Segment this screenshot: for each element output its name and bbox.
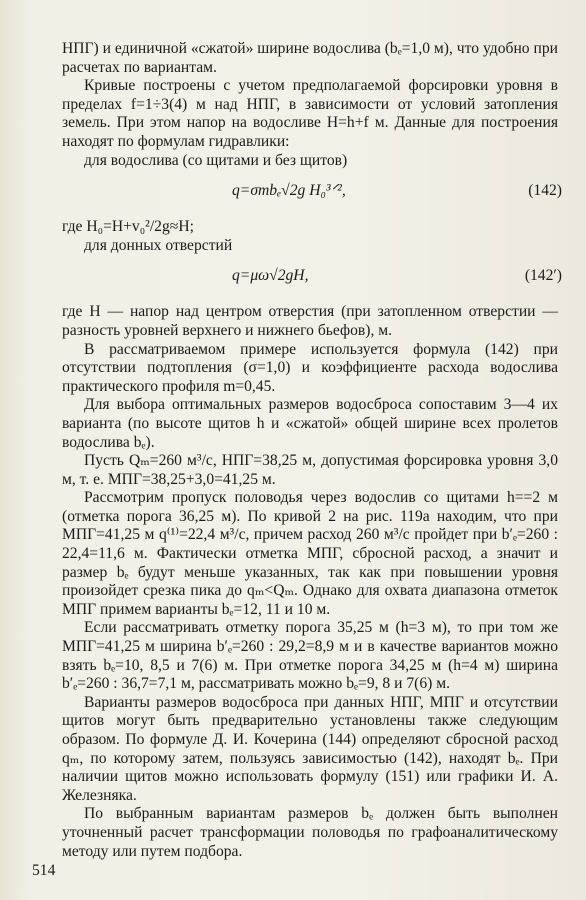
- paragraph: Если рассматривать отметку порога 35,25 м (h=3 м), то при том же МПГ=41,25 м ширина b′ₑ=260 : 29,2=8,9 м и в качестве вариантов можно взять bₑ=10, 8,5 и 7(6) м. При отметке порога 34,25 м (h=4 м) ширина b′ₑ=260 : 36,7=7,1 м, рассматривать можно bₑ=9, 8 и 7(6) м.: [62, 619, 558, 693]
- paragraph: где H₀=H+v₀²/2g≈H;: [62, 218, 194, 236]
- formula-number: (142′): [524, 267, 562, 285]
- formula-expression: q=μω√2gH,: [232, 267, 309, 285]
- page-number: 514: [32, 862, 56, 879]
- page-body: [62, 40, 562, 861]
- paragraph: Для выбора оптимальных размеров водосброса сопоставим 3—4 их варианта (по высоте щитов h и «сжатой» общей ширине всех пролетов водослива bₑ).: [62, 396, 558, 451]
- formula-expression: q=σmbₑ√2g H₀³ᐟ²,: [232, 182, 346, 200]
- paragraph: где H — напор над центром отверстия (при затопленном отверстии — разность уровней верхнего и нижнего бьефов), м.: [62, 303, 558, 339]
- paragraph: для донных отверстий: [84, 236, 233, 254]
- formula-number: (142): [528, 182, 562, 200]
- formula-142-prime: [62, 259, 562, 299]
- formula-142: [62, 174, 562, 214]
- paragraph: для водослива (со щитами и без щитов): [84, 151, 348, 169]
- paragraph: По выбранным вариантам размеров bₑ должен быть выполнен уточненный расчет трансформации половодья по графоаналитическому методу или путем подбора.: [62, 805, 558, 860]
- paragraph: Пусть Qₘ=260 м³/с, НПГ=38,25 м, допустимая форсировка уровня 3,0 м, т. е. МПГ=38,25+3,0=41,25 м.: [62, 452, 558, 488]
- paragraph: Варианты размеров водосброса при данных НПГ, МПГ и отсутствии щитов могут быть предварительно установлены также следующим образом. По формуле Д. И. Кочерина (144) определяют сбросной расход qₘ, по которому затем, пользуясь зависимостью (142), находят bₑ. При наличии щитов можно использовать формулу (151) или графики И. А. Железняка.: [62, 693, 558, 804]
- paragraph: В рассматриваемом примере используется формула (142) при отсутствии подтопления (σ=1,0) и коэффициенте расхода водослива практического профиля m=0,45.: [62, 340, 558, 395]
- paragraph: НПГ) и единичной «сжатой» ширине водослива (bₑ=1,0 м), что удобно при расчетах по вариантам.: [62, 40, 558, 76]
- paragraph: Кривые построены с учетом предполагаемой форсировки уровня в пределах f=1÷3(4) м над НПГ, в зависимости от условий затопления земель. При этом напор на водосливе H=h+f м. Данные для построения находят по формулам гидравлики:: [62, 77, 558, 150]
- paragraph: Рассмотрим пропуск половодья через водослив со щитами h==2 м (отметка порога 36,25 м). По кривой 2 на рис. 119а находим, что при МПГ=41,25 м q⁽¹⁾=22,4 м³/с, причем расход 260 м³/с пройдет при b′ₑ=260 : 22,4=11,6 м. Фактически отметка МПГ, сбросной расход, а значит и размер bₑ будут меньше указанных, так как при повышении уровня произойдет срезка пика до qₘ<Qₘ. Однако для охвата диапазона отметок МПГ примем варианты bₑ=12, 11 и 10 м.: [62, 489, 558, 618]
